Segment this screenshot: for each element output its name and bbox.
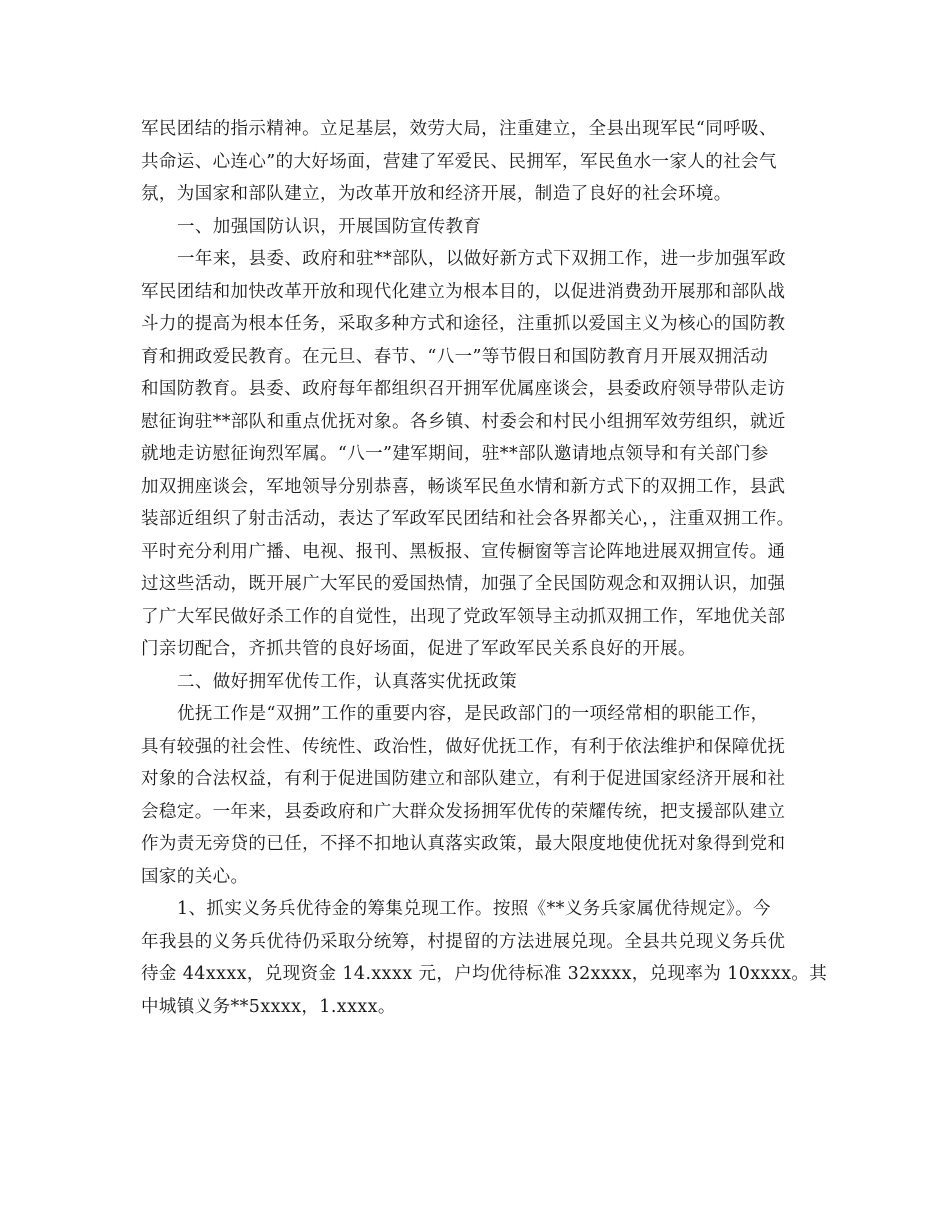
text-line: 军民团结和加快改革开放和现代化建立为根本目的，以促进消费劲开展那和部队战: [141, 281, 786, 302]
text-line: 年我县的义务兵优待仍采取分统筹，村提留的方法进展兑现。全县共兑现义务兵优: [141, 931, 786, 952]
text-line: 军民团结的指示精神。立足基层，效劳大局，注重建立，全县出现军民“同呼吸、: [141, 119, 777, 139]
text-line: 国家的关心。: [141, 866, 249, 887]
text-line: 1、抓实义务兵优待金的筹集兑现工作。按照《**义务兵家属优待规定》。今: [177, 899, 771, 919]
text-line: 过这些活动，既开展广大军民的爱国热情，加强了全民国防观念和双拥认识，加强: [141, 574, 786, 594]
text-line: 就地走访慰征询烈军属。“八一”建军期间，驻**部队邀请地点领导和有关部门参: [141, 444, 769, 464]
text-line: 装部近组织了射击活动，表达了军政军民团结和社会各界都关心，，注重双拥工作。: [141, 509, 795, 529]
text-line: 中城镇义务**5xxxx，1.xxxx。: [141, 996, 396, 1017]
section-heading-2: 二、做好拥军优传工作，认真落实优抚政策: [177, 671, 518, 692]
document-page: [141, 113, 828, 1023]
text-line: 加双拥座谈会，军地领导分别恭喜，畅谈军民鱼水情和新方式下的双拥工作，县武: [141, 476, 786, 497]
text-line: 斗力的提高为根本任务，采取多种方式和途径，注重抓以爱国主义为核心的国防教: [141, 314, 786, 334]
text-line: 对象的合法权益，有利于促进国防建立和部队建立，有利于促进国家经济开展和社: [141, 769, 786, 789]
section-heading-1: 一、加强国防认识，开展国防宣传教育: [177, 216, 482, 237]
text-line: 育和拥政爱民教育。在元旦、春节、“八一”等节假日和国防教育月开展双拥活动: [141, 346, 769, 367]
text-line: 氛，为国家和部队建立，为改革开放和经济开展，制造了良好的社会环境。: [141, 184, 732, 204]
text-line: 门亲切配合，齐抓共管的良好场面，促进了军政军民关系良好的开展。: [141, 639, 696, 659]
text-line: 一年来，县委、政府和驻**部队，以做好新方式下双拥工作，进一步加强军政: [177, 249, 786, 269]
text-line: 慰征询驻**部队和重点优抚对象。各乡镇、村委会和村民小组拥军效劳组织，就近: [141, 411, 786, 432]
text-line: 作为责无旁贷的已任，不择不扣地认真落实政策，最大限度地使优抚对象得到党和: [141, 834, 786, 854]
text-line: 具有较强的社会性、传统性、政治性，做好优抚工作，有利于依法维护和保障优抚: [141, 736, 786, 757]
text-line: 会稳定。一年来，县委政府和广大群众发扬拥军优传的荣耀传统，把支援部队建立: [141, 801, 786, 822]
text-line: 平时充分利用广播、电视、报刊、黑板报、宣传橱窗等言论阵地进展双拥宣传。通: [141, 541, 786, 562]
text-line: 了广大军民做好杀工作的自觉性，出现了党政军领导主动抓双拥工作，军地优关部: [141, 606, 786, 627]
text-line: 共命运、心连心”的大好场面，营建了军爱民、民拥军，军民鱼水一家人的社会气: [141, 151, 777, 172]
text-line: 优抚工作是“双拥”工作的重要内容，是民政部门的一项经常相的职能工作，: [177, 704, 769, 724]
text-line: 和国防教育。县委、政府每年都组织召开拥军优属座谈会，县委政府领导带队走访: [141, 379, 786, 399]
text-line: 待金 44xxxx，兑现资金 14.xxxx 元，户均优待标准 32xxxx，兑现率为 10xxxx。其: [141, 964, 828, 984]
